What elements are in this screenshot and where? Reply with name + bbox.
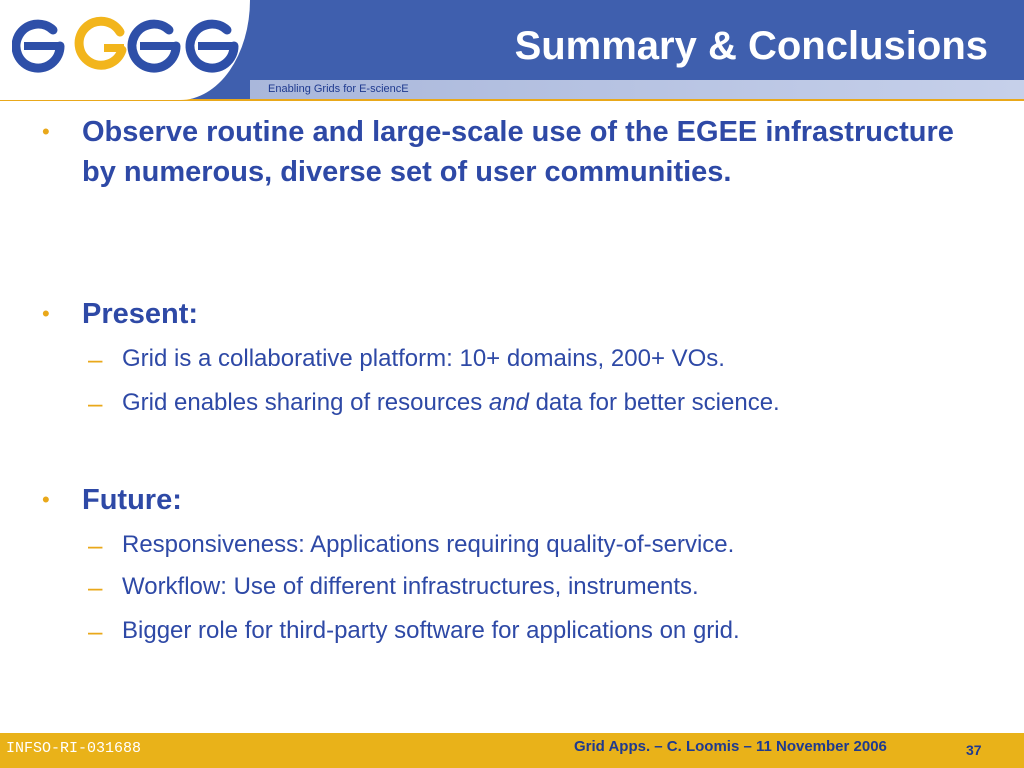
bullet-text-observe: Observe routine and large-scale use of the EGEE infrastructure by numerous, diverse set of user communities. [82,116,954,188]
footer-project-id: INFSO-RI-031688 [6,740,142,757]
dash-icon: – [88,530,103,560]
subitem-grid-sharing [122,386,1002,420]
bullet-text-present: Present: [82,298,199,330]
egee-logo [12,10,242,80]
page-number: 37 [966,742,982,758]
subitem-grid-platform: Grid is a collaborative platform: 10+ domains, 200+ VOs. [122,345,725,372]
subitem-emphasis: and [488,389,529,416]
subitem-workflow: Workflow: Use of different infrastructures, instruments. [122,573,699,600]
dash-icon: – [88,344,103,374]
logo-letter-e3 [190,24,234,68]
subitem-text-after: data for better science. [528,389,780,416]
slide-header [0,0,1024,100]
logo-letter-e1 [16,24,60,68]
bullet-icon: • [42,301,50,326]
footer-credit: Grid Apps. – C. Loomis – 11 November 2006 [574,738,887,755]
subitem-text-before: Grid enables sharing of resources [122,389,489,416]
dash-icon: – [88,572,103,602]
dash-icon: – [88,388,103,418]
slide-content [0,110,1024,720]
tagline: Enabling Grids for E-sciencE [268,83,409,95]
subitem-third-party: Bigger role for third-party software for applications on grid. [122,617,740,644]
slide-footer [0,733,1024,768]
logo-letter-e2 [132,24,176,68]
slide-title: Summary & Conclusions [514,24,988,68]
bullet-icon: • [42,487,50,512]
bullet-icon: • [42,119,50,144]
logo-letter-g [79,21,124,65]
subitem-responsiveness: Responsiveness: Applications requiring quality-of-service. [122,531,735,558]
dash-icon: – [88,616,103,646]
bullet-text-future: Future: [82,484,182,516]
